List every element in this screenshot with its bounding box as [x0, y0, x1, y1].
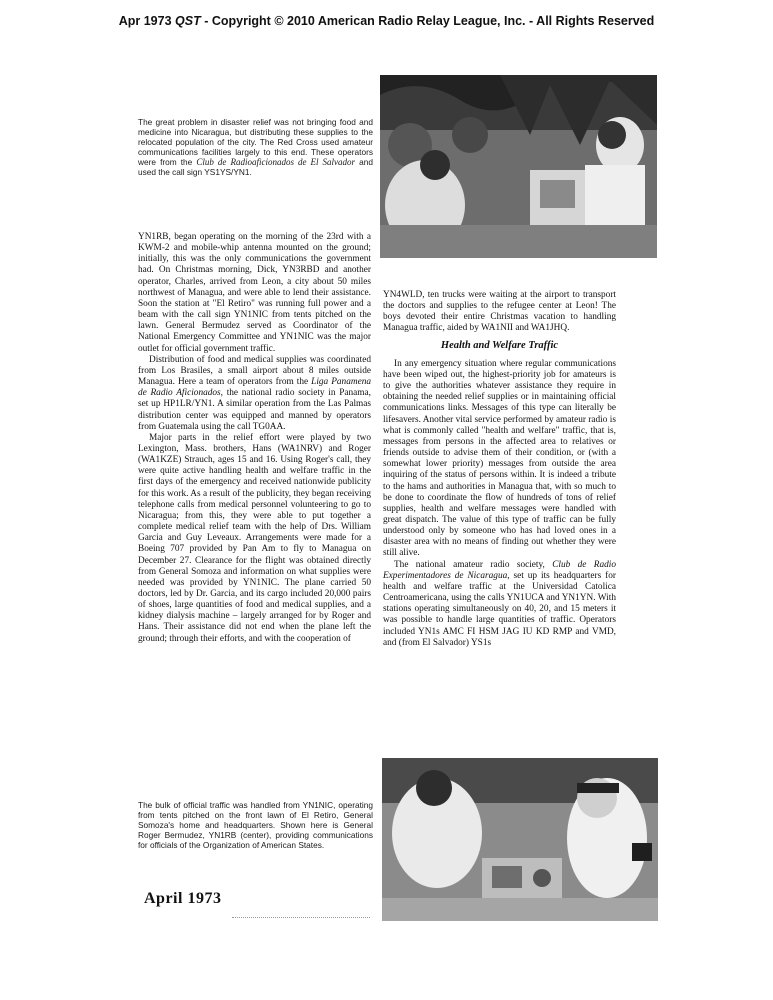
- left-paragraph-2-liga: Liga Panamena de Radio Aficionados: [138, 377, 371, 399]
- footer-rule: [232, 917, 370, 918]
- left-paragraph-1: YN1RB, began operating on the morning of the 23rd with a KWM-2 and mobile-whip antenna mounted on the ground; initially, this was the only communications the government had. On Christmas morning, Dick, YN3RBD and another operator, Charles, arrived from Leon, a city about 50 miles northwest of Managua, and were able to lend their assistance. Soon the station at "El Retiro" was running full power and a beam with the call sign YN1NIC from tents pitched on the lawn. General Bermudez served as Coordinator of the National Emergency Committee and YN1NIC was the major outlet for official government traffic.: [138, 232, 371, 354]
- header-magazine: QST: [175, 14, 201, 28]
- footer-date: April 1973: [144, 890, 222, 907]
- caption-bottom-text: The bulk of official traffic was handled from YN1NIC, operating from tents pitched on the front lawn of El Retiro, General Somoza's home and headquarters. Shown here is General Roger Bermudez, YN1RB (center), providing communications for officials of the Organization of American States.: [138, 800, 373, 850]
- left-paragraph-2: [138, 355, 371, 433]
- right-paragraph-3-before: The national amateur radio society,: [394, 559, 553, 570]
- caption-top-text-before: The great problem in disaster relief was not bringing food and medicine into Nicaragua, but distributing these supplies to the relocated population of the city. The Red Cross used amateur communications facilities largely to this end. These operators were from the: [138, 117, 373, 167]
- right-paragraph-3-club: Club de Radio Experimentadores de Nicaragua: [383, 559, 616, 581]
- top-photo-caption: [138, 117, 373, 177]
- left-paragraph-3: Major parts in the relief effort were played by two Lexington, Mass. brothers, Hans (WA1NRV) and Roger (WA1KZE) Strauch, ages 15 and 16. Using Roger's call, they were quite active handling health and welfare traffic in the first days of the emergency and received nationwide publicity for this work. As a result of the publicity, they began receiving telephone calls from medical personnel volunteering to go to Nicaragua; from this, they were able to put together a complete medical relief team with the help of Drs. William Garcia and Guy Leveaux. Arrangements were made for a Boeing 707 provided by Pan Am to fly to Managua on December 27. Clearance for the flight was obtained directly from General Somoza and information on what supplies were needed was provided by YN1NIC. The plane carried 50 doctors, led by Dr. Garcia, and its cargo included 20,000 pairs of shoes, large quantities of food and medical supplies, and a kidney dialysis machine – largely arranged for by Roger and Hans. Their assistance did not end when the plane left the ground; through their efforts, and with the cooperation of: [138, 432, 371, 644]
- right-paragraph-3: [383, 560, 616, 649]
- copyright-header: [0, 14, 773, 28]
- header-suffix: - Copyright © 2010 American Radio Relay League, Inc. - All Rights Reserved: [200, 14, 655, 28]
- article-right-column: [383, 290, 616, 649]
- caption-top-text-after: and used the call sign YS1YS/YN1.: [138, 157, 373, 177]
- left-paragraph-2-after: , the national radio society in Panama, set up HP1LR/YN1. A similar operation from the Las Palmas distribution center was equipped and manned by operators from Guatemala using the call TG0AA.: [138, 388, 371, 432]
- article-left-column: [138, 232, 371, 645]
- header-prefix: Apr 1973: [118, 14, 176, 28]
- section-heading: Health and Welfare Traffic: [440, 339, 559, 351]
- bottom-photo-caption: [138, 800, 373, 850]
- left-paragraph-2-before: Distribution of food and medical supplies was coordinated from Los Brasiles, a small airport about 8 miles outside Managua. Here a team of operators from the: [138, 354, 371, 388]
- top-photo: [380, 75, 657, 258]
- caption-top-club-name: Club de Radioaficionados de El Salvador: [196, 157, 356, 167]
- right-paragraph-1: YN4WLD, ten trucks were waiting at the airport to transport the doctors and supplies to the refugee center at Leon! The boys devoted their entire Christmas vacation to handling Managua traffic, aided by WA1NII and WA1JHQ.: [383, 290, 616, 334]
- right-paragraph-2: In any emergency situation where regular communications have been wiped out, the highest-priority job for amateurs is to give the authorities whatever assistance they require in obtaining the needed relief supplies or in maintaining official communications links. Messages of this type can literally be lifesavers. Another vital service performed by amateur radio is what is commonly called "health and welfare" traffic, that is, messages from persons in the affected area to relatives or friends outside to advise them of their condition, or (with a somewhat lower priority) messages from outside the area inquiring of the status of persons within. It is indeed a tribute to the hams and authorities in Managua that, with so much to be done to coordinate the flow of hundreds of tons of relief supplies, health and welfare messages were handled with great dispatch. The value of this type of traffic can be fully understood only by someone who has had loved ones in a disaster area with no means of finding out whether they were still alive.: [383, 358, 616, 559]
- right-paragraph-3-after: , set up its headquarters for health and welfare traffic at the Universidad Catolica Centroamericana, using the calls YN1UCA and YN1YN. With stations operating simultaneously on 40, 20, and 15 meters it was possible to handle large quantities of traffic. Operators included YN1s AMC FI HSM JAG IU KD RMP and VMD, and (from El Salvador) YS1s: [383, 570, 617, 648]
- bottom-photo: [382, 758, 658, 921]
